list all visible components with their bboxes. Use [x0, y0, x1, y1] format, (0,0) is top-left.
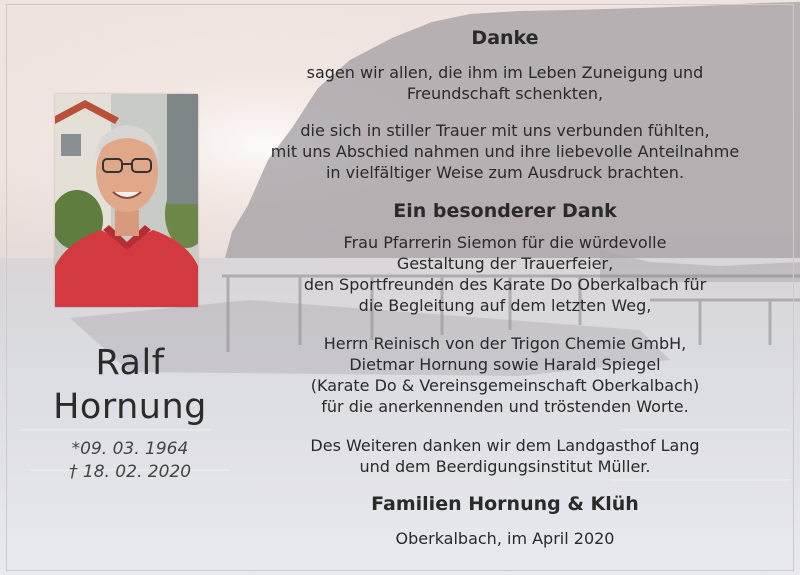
- thanks-heading-block: [222, 26, 788, 50]
- text-line: mit uns Abschied nahmen und ihre liebevolle Anteilnahme: [270, 142, 740, 161]
- families-signature: Familien Hornung & Klüh: [371, 493, 639, 515]
- text-line: (Karate Do & Vereinsgemeinschaft Oberkalbach): [310, 376, 700, 395]
- text-line: Dietmar Hornung sowie Harald Spiegel: [349, 355, 661, 374]
- text-line: den Sportfreunden des Karate Do Oberkalbach für: [303, 275, 707, 294]
- text-line: die Begleitung auf dem letzten Weg,: [358, 296, 652, 315]
- thanks-paragraph-1: [222, 62, 788, 104]
- last-name: Hornung: [53, 387, 207, 427]
- special-thanks-heading-block: [222, 199, 788, 223]
- text-line: Herrn Reinisch von der Trigon Chemie GmbH,: [323, 334, 687, 353]
- text-line: Frau Pfarrerin Siemon für die würdevolle: [343, 233, 667, 252]
- text-line: Des Weiteren danken wir dem Landgasthof Lang: [310, 436, 700, 455]
- birth-date: *09. 03. 1964: [71, 439, 189, 459]
- special-thanks-heading: Ein besonderer Dank: [393, 200, 617, 222]
- thanks-heading: Danke: [471, 27, 539, 49]
- signature-block: [222, 492, 788, 516]
- text-line: Freundschaft schenkten,: [406, 84, 604, 103]
- thanks-paragraph-2: [222, 120, 788, 183]
- photo-window: [61, 134, 81, 156]
- portrait-photo: [55, 94, 198, 307]
- death-date: † 18. 02. 2020: [68, 462, 192, 482]
- first-name: Ralf: [95, 343, 165, 383]
- text-line: die sich in stiller Trauer mit uns verbunden fühlten,: [300, 121, 710, 140]
- photo-neck: [115, 210, 139, 236]
- text-line: Gestaltung der Trauerfeier,: [396, 254, 614, 273]
- photo-right-wall: [167, 94, 198, 204]
- special-thanks-paragraph-3: [222, 435, 788, 477]
- text-line: für die anerkennenden und tröstenden Worte.: [321, 397, 689, 416]
- place-date-block: [222, 528, 788, 549]
- special-thanks-paragraph-2: [222, 333, 788, 417]
- place-date: Oberkalbach, im April 2020: [395, 529, 615, 548]
- text-line: in vielfältiger Weise zum Ausdruck brachten.: [325, 163, 685, 182]
- special-thanks-paragraph-1: [222, 232, 788, 316]
- text-line: und dem Beerdigungsinstitut Müller.: [359, 457, 651, 476]
- text-line: sagen wir allen, die ihm im Leben Zuneigung und: [306, 63, 704, 82]
